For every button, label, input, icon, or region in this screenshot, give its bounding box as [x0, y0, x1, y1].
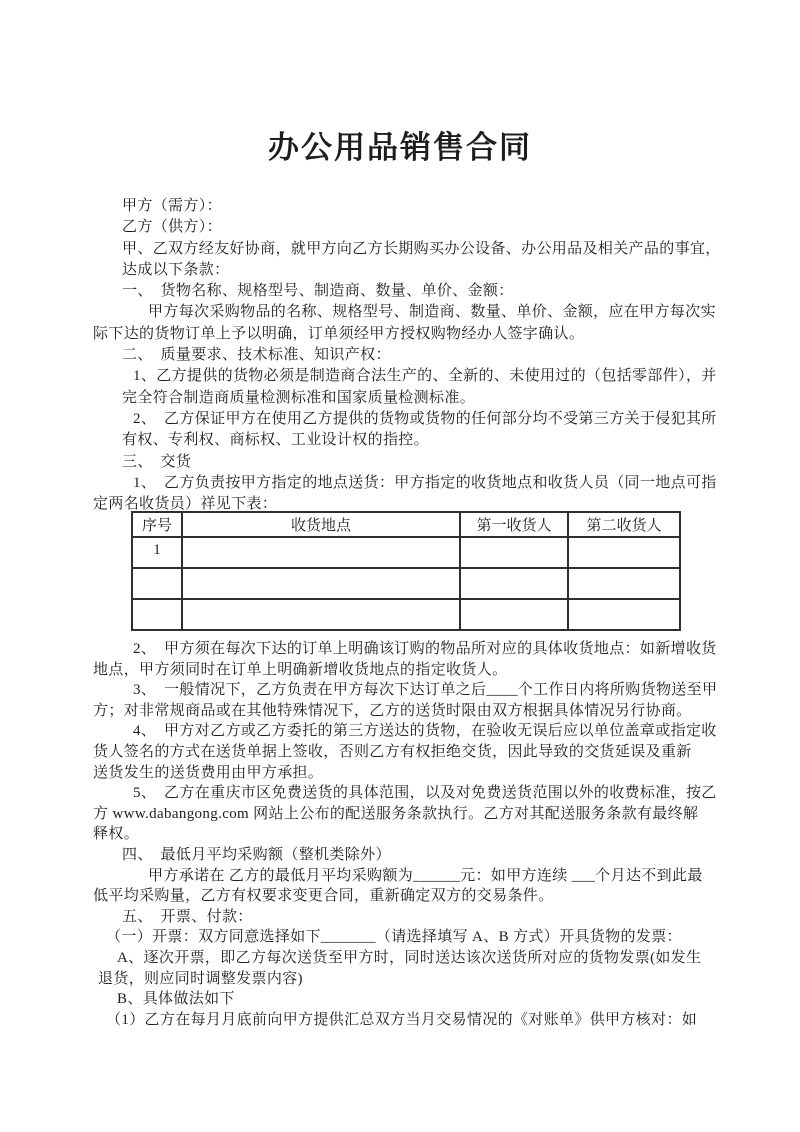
table-cell	[460, 568, 568, 599]
table-row	[132, 568, 680, 599]
clause-line: 退货，则应同时调整发票内容)	[98, 970, 303, 987]
table-header-index: 序号	[132, 512, 182, 537]
table-cell	[460, 599, 568, 630]
clause-line: 2、 甲方须在每次下达的订单上明确该订购的物品所对应的具体收货地点：如新增收货	[133, 641, 717, 657]
clause-line: 4、 甲方对乙方或乙方委托的第三方送达的货物，在验收无误后应以单位盖章或指定收	[133, 723, 717, 740]
clause-line: 完全符合制造商质量检测标准和国家质量检测标准。	[122, 389, 476, 406]
section-5-heading: 五、 开票、付款：	[122, 908, 253, 925]
preamble-line: 甲、乙双方经友好协商，就甲方向乙方长期购买办公设备、办公用品及相关产品的事宜，	[122, 240, 721, 257]
table-row	[132, 599, 680, 630]
clause-line: 定两名收货员）祥见下表：	[93, 496, 278, 513]
clause-line: 货人签名的方式在送货单据上签收，否则乙方有权拒绝交货，因此导致的交货延误及重新	[93, 743, 692, 760]
contract-body-lower	[93, 639, 733, 1030]
table-cell	[182, 599, 460, 630]
party-b-line: 乙方（供方）：	[122, 219, 222, 236]
table-cell	[132, 599, 182, 630]
section-2-heading: 二、 质量要求、技术标准、知识产权：	[122, 347, 391, 364]
clause-line: 2、 乙方保证甲方在使用乙方提供的货物或货物的任何部分均不受第三方关于侵犯其所	[133, 410, 717, 427]
table-cell	[182, 568, 460, 599]
paragraph-line: 甲方每次采购物品的名称、规格型号、制造商、数量、单价、金额，应在甲方每次实	[148, 304, 716, 321]
table-cell	[568, 599, 680, 630]
clause-line: 5、 乙方在重庆市区免费送货的具体范围，以及对免费送货范围以外的收费标准，按乙	[133, 785, 717, 802]
clause-line: 3、 一般情况下，乙方负责在甲方每次下达订单之后____个工作日内将所购货物送至甲	[133, 682, 718, 699]
paragraph-line: 低平均采购量，乙方有权要求变更合同，重新确定双方的交易条件。	[93, 888, 554, 905]
party-a-line: 甲方（需方）：	[122, 198, 222, 214]
clause-line: 有权、专利权、商标权、工业设计权的指控。	[122, 432, 430, 449]
table-header-recipient-1: 第一收货人	[460, 512, 568, 537]
clause-line: 地点，甲方须同时在订单上明确新增收货地点的指定收货人。	[93, 661, 508, 678]
section-3-heading: 三、 交货	[122, 453, 192, 470]
table-header-row	[132, 512, 680, 537]
clause-line: （1）乙方在每月月底前向甲方提供汇总双方当月交易情况的《对账单》供甲方核对：如	[106, 1011, 698, 1028]
section-4-heading: 四、 最低月平均采购额（整机类除外）	[122, 846, 391, 863]
table-row	[132, 537, 680, 568]
contract-body-upper	[93, 196, 733, 515]
clause-line: 送货发生的送货费用由甲方承担。	[93, 764, 324, 781]
document-title: 办公用品销售合同	[268, 130, 532, 165]
table-header-recipient-2: 第二收货人	[568, 512, 680, 537]
paragraph-line: 甲方承诺在 乙方的最低月平均采购额为______元：如甲方连续 ___个月达不到此最	[148, 867, 703, 884]
table-cell	[568, 537, 680, 568]
table-header-address: 收货地点	[182, 512, 460, 537]
clause-line: 方 www.dabangong.com 网站上公布的配送服务条款执行。乙方对其配送服务条款有最终解	[93, 805, 699, 822]
paragraph-line: 际下达的货物订单上予以明确，订单须经甲方授权购物经办人签字确认。	[93, 325, 585, 342]
clause-line: （一）开票：双方同意选择如下_______（请选择填写 A、B 方式）开具货物的发票：	[106, 929, 682, 946]
table-cell	[460, 537, 568, 568]
table-cell: 1	[132, 537, 182, 568]
clause-line: 方；对非常规商品或在其他特殊情况下，乙方的送货时限由双方根据具体情况另行协商。	[93, 702, 692, 719]
clause-line: A、逐次开票，即乙方每次送货至甲方时，同时送达该次送货所对应的货物发票(如发生	[117, 949, 702, 966]
section-1-heading: 一、 货物名称、规格型号、制造商、数量、单价、金额：	[122, 283, 514, 300]
table-cell	[568, 568, 680, 599]
clause-line: 1、乙方提供的货物必须是制造商合法生产的、全新的、未使用过的（包括零部件），并	[133, 368, 717, 385]
clause-line: 1、 乙方负责按甲方指定的地点送货：甲方指定的收货地点和收货人员（同一地点可指	[133, 474, 717, 491]
table-cell	[132, 568, 182, 599]
clause-line: B、具体做法如下	[117, 991, 235, 1008]
table-cell	[182, 537, 460, 568]
delivery-recipients-table	[131, 511, 681, 631]
preamble-line: 达成以下条款：	[122, 261, 230, 278]
clause-line: 释权。	[93, 826, 140, 843]
